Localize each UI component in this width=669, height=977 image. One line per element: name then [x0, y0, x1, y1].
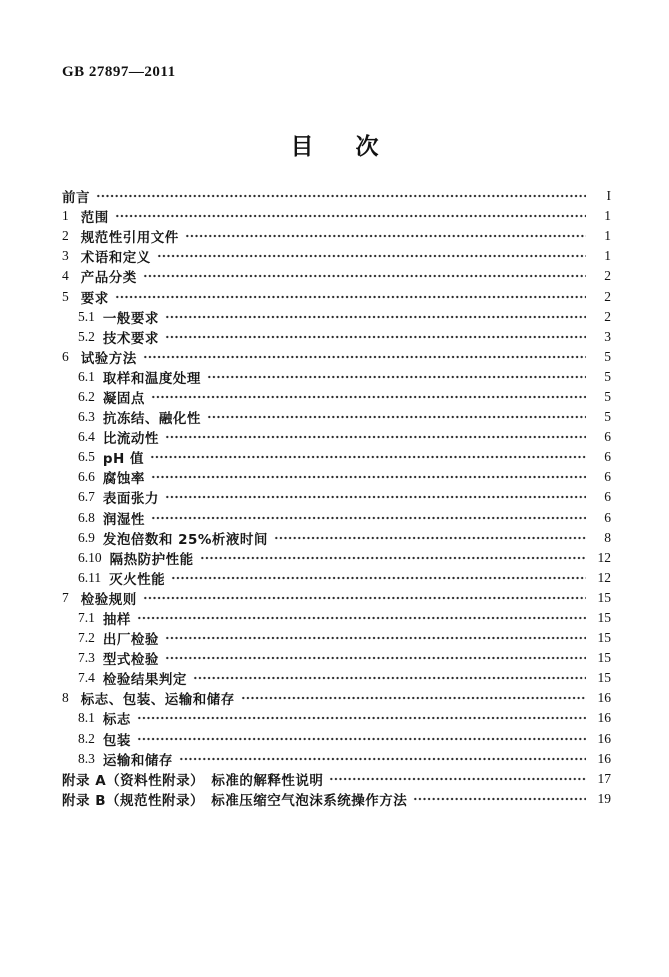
toc-entry-page: 16 [597, 690, 611, 706]
dot-leader [193, 671, 586, 685]
toc-entry [62, 688, 611, 708]
toc-entry-label: 前言 [62, 190, 90, 207]
toc-entry-label: 规范性引用文件 [80, 230, 179, 247]
dot-leader [137, 711, 586, 725]
toc-entry [62, 427, 611, 447]
toc-entry-label: 要求 [80, 290, 109, 307]
toc-entry [62, 769, 611, 789]
toc-entry-number: 6.6 [78, 469, 95, 485]
toc-entry-label: 凝固点 [102, 390, 145, 407]
toc-entry-page: 16 [597, 710, 611, 726]
dot-leader [137, 732, 586, 746]
dot-leader [165, 310, 586, 324]
toc-entry-label: 腐蚀率 [102, 471, 145, 488]
toc-entry [62, 487, 611, 507]
dot-leader [165, 330, 586, 344]
toc-entry [62, 608, 611, 628]
toc-entry-label: 产品分类 [80, 270, 137, 287]
toc-entry-number: 6.10 [78, 549, 102, 565]
toc-entry-label: 范围 [80, 210, 109, 227]
toc-entry-page: 15 [597, 670, 611, 686]
dot-leader [96, 189, 586, 203]
toc-entry-number: 4 [62, 268, 69, 284]
toc-entry-label: 一般要求 [102, 310, 159, 327]
toc-entry-label: 抽样 [102, 612, 131, 629]
toc-entry-page: 6 [604, 449, 611, 465]
toc-entry [62, 327, 611, 347]
toc-entry-page: 3 [604, 328, 611, 344]
dot-leader [143, 269, 586, 283]
toc-entry-label: pH 值 [102, 451, 145, 468]
toc-entry-label: 比流动性 [102, 431, 159, 448]
toc-entry [62, 246, 611, 266]
toc-entry [62, 729, 611, 749]
toc-entry-page: 6 [604, 429, 611, 445]
toc-entry-label: 术语和定义 [80, 250, 151, 267]
dot-leader [165, 430, 586, 444]
toc-list [62, 186, 611, 809]
toc-entry-number: 6.2 [78, 388, 95, 404]
toc-entry [62, 206, 611, 226]
toc-entry-page: 8 [604, 529, 611, 545]
dot-leader [115, 209, 586, 223]
toc-entry-page: 16 [597, 730, 611, 746]
dot-leader [165, 651, 586, 665]
toc-entry-label: 附录 A（资料性附录） 标准的解释性说明 [62, 772, 324, 789]
toc-entry-number: 8 [62, 690, 69, 706]
toc-entry-page: 12 [597, 549, 611, 565]
toc-entry-number: 6.4 [78, 429, 95, 445]
toc-entry [62, 467, 611, 487]
toc-entry-label: 出厂检验 [102, 632, 159, 649]
toc-entry-number: 7.2 [78, 630, 95, 646]
toc-entry [62, 226, 611, 246]
toc-entry-label: 技术要求 [102, 330, 159, 347]
toc-entry-page: 1 [604, 208, 611, 224]
dot-leader [115, 290, 586, 304]
toc-entry-label: 标志 [102, 712, 131, 729]
dot-leader [171, 571, 586, 585]
toc-entry-number: 6.11 [78, 569, 102, 585]
toc-entry [62, 367, 611, 387]
toc-entry [62, 588, 611, 608]
toc-entry [62, 749, 611, 769]
toc-entry-page: 6 [604, 469, 611, 485]
toc-entry-label: 包装 [102, 732, 131, 749]
toc-title-char-2: 次 [355, 134, 379, 160]
toc-entry-label: 表面张力 [102, 491, 159, 508]
toc-entry-number: 6.9 [78, 529, 95, 545]
toc-entry-label: 标志、包装、运输和储存 [80, 692, 235, 709]
toc-entry-number: 7 [62, 589, 69, 605]
toc-entry-page: 15 [597, 630, 611, 646]
dot-leader [413, 792, 586, 806]
dot-leader [274, 531, 586, 545]
toc-entry-number: 5 [62, 288, 69, 304]
toc-entry [62, 568, 611, 588]
toc-entry-number: 6.8 [78, 509, 95, 525]
toc-entry-number: 5.2 [78, 328, 95, 344]
toc-entry-label: 试验方法 [80, 350, 137, 367]
toc-entry-label: 润湿性 [102, 511, 145, 528]
toc-entry-label: 型式检验 [102, 652, 159, 669]
toc-entry [62, 708, 611, 728]
dot-leader [200, 551, 586, 565]
toc-entry-number: 3 [62, 248, 69, 264]
toc-entry [62, 186, 611, 206]
dot-leader [143, 350, 586, 364]
toc-entry-number: 8.3 [78, 750, 95, 766]
toc-entry [62, 347, 611, 367]
toc-entry [62, 528, 611, 548]
toc-entry [62, 407, 611, 427]
toc-entry-label: 发泡倍数和 25%析液时间 [102, 531, 268, 548]
toc-entry-page: 1 [604, 248, 611, 264]
dot-leader [329, 772, 586, 786]
toc-entry-number: 6.1 [78, 368, 95, 384]
toc-entry-number: 7.1 [78, 610, 95, 626]
toc-entry-label: 灭火性能 [109, 571, 166, 588]
toc-entry-number: 5.1 [78, 308, 95, 324]
toc-entry-number: 6.5 [78, 449, 95, 465]
dot-leader [207, 410, 586, 424]
toc-entry-label: 检验结果判定 [102, 672, 187, 689]
toc-entry-number: 8.2 [78, 730, 95, 746]
dot-leader [165, 631, 586, 645]
dot-leader [151, 470, 586, 484]
toc-entry-page: 5 [604, 348, 611, 364]
toc-entry [62, 286, 611, 306]
toc-entry-label: 运输和储存 [102, 752, 173, 769]
toc-entry-number: 6 [62, 348, 69, 364]
toc-entry [62, 387, 611, 407]
toc-entry-page: 5 [604, 409, 611, 425]
dot-leader [165, 490, 586, 504]
toc-entry-label: 检验规则 [80, 591, 137, 608]
toc-entry-page: 6 [604, 489, 611, 505]
toc-entry-page: 2 [604, 268, 611, 284]
toc-entry-number: 6.3 [78, 409, 95, 425]
toc-entry-number: 2 [62, 228, 69, 244]
toc-entry [62, 307, 611, 327]
dot-leader [137, 611, 586, 625]
toc-entry-page: I [606, 188, 611, 204]
toc-entry-page: 5 [604, 388, 611, 404]
toc-entry-page: 2 [604, 308, 611, 324]
toc-entry-page: 19 [597, 790, 611, 806]
toc-entry-page: 6 [604, 509, 611, 525]
toc-entry-label: 抗冻结、融化性 [102, 411, 201, 428]
toc-title-char-1: 目 [290, 134, 314, 160]
dot-leader [241, 691, 586, 705]
toc-entry-page: 15 [597, 589, 611, 605]
dot-leader [179, 752, 586, 766]
toc-entry [62, 648, 611, 668]
toc-entry [62, 548, 611, 568]
toc-title [0, 128, 669, 161]
toc-entry-number: 8.1 [78, 710, 95, 726]
standard-number: GB 27897—2011 [62, 64, 176, 80]
toc-entry-page: 2 [604, 288, 611, 304]
dot-leader [151, 390, 586, 404]
toc-entry-number: 7.4 [78, 670, 95, 686]
toc-entry-page: 16 [597, 750, 611, 766]
toc-entry [62, 447, 611, 467]
dot-leader [143, 591, 586, 605]
toc-entry-label: 附录 B（规范性附录） 标准压缩空气泡沫系统操作方法 [62, 792, 408, 809]
dot-leader [185, 229, 586, 243]
toc-entry-page: 5 [604, 368, 611, 384]
toc-entry-number: 6.7 [78, 489, 95, 505]
toc-entry [62, 789, 611, 809]
toc-entry [62, 266, 611, 286]
toc-entry-page: 17 [597, 770, 611, 786]
toc-entry-page: 15 [597, 650, 611, 666]
toc-entry-number: 1 [62, 208, 69, 224]
toc-entry [62, 508, 611, 528]
toc-entry-number: 7.3 [78, 650, 95, 666]
dot-leader [151, 511, 586, 525]
dot-leader [207, 370, 586, 384]
toc-entry [62, 668, 611, 688]
toc-entry-page: 12 [597, 569, 611, 585]
dot-leader [150, 450, 586, 464]
toc-entry-page: 1 [604, 228, 611, 244]
toc-entry-label: 隔热防护性能 [109, 551, 194, 568]
toc-entry-label: 取样和温度处理 [102, 370, 201, 387]
toc-entry [62, 628, 611, 648]
toc-entry-page: 15 [597, 610, 611, 626]
dot-leader [157, 249, 586, 263]
